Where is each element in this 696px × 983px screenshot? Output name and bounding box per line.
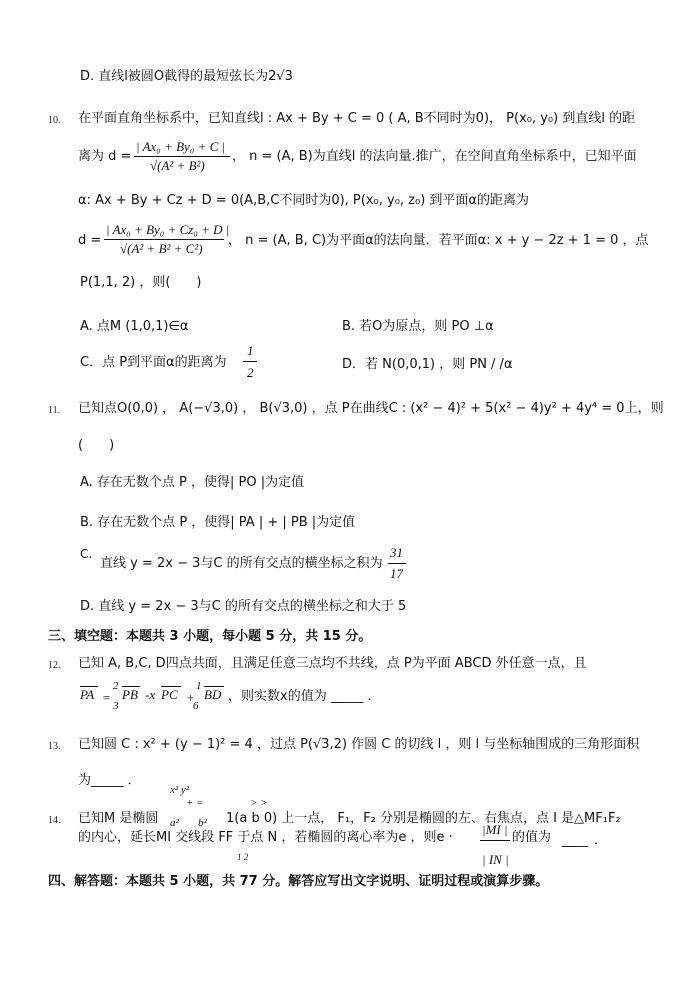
q10-space-distance-numerator: | Ax₀ + By₀ + Cz₀ + D | [106,222,230,237]
section-heading-solutions: 四、解答题：本题共 5 小题，共 77 分。解答应写出文字说明、证明过程或演算步骤。 [48,874,549,889]
q10-line2-suffix: ， n = (A, B)为直线l 的法向量.推广，在空间直角坐标系中，已知平面 [232,149,637,164]
q11-line2: ( ) [78,438,115,453]
coef-denominator: 3 [113,700,119,712]
ellipse-numerators: x² y² [170,784,190,796]
q14-line1-prefix: 已知M 是椭圆 [78,811,159,826]
q11-line1: 已知点O(0,0) ， A(−√3,0) ， B(√3,0) ，点 P在曲线C : (x² − 4)² + 5(x² − 4)y² + 4y⁴ = 0上，则 [78,401,664,416]
q12-line1: 已知 A, B,C, D四点共面，且满足任意三点均不共线，点 P为平面 ABCD 外任意一点，且 [78,656,587,671]
q10-distance-denominator: √(A² + B²) [150,158,205,173]
q13-line1: 已知圆 C : x² + (y − 1)² = 4 ，过点 P(√3,2) 作圆 C 的切线 l ，则 l 与坐标轴围成的三角形面积 [78,737,640,752]
q10-line1: 在平面直角坐标系中，已知直线l : Ax + By + C = 0 ( A, B不同时为0)， P(x₀, y₀) 到直线l 的距 [78,111,636,126]
q11-option-c-denominator: 17 [390,566,403,581]
ellipse-inequalities: > > [250,797,268,809]
q10-option-b: B. 若O为原点，则 PO ⊥α [342,319,494,334]
q10-line2-prefix: 离为 d = [78,149,132,164]
vector-pb: PB [122,687,138,702]
q11-option-c-label: C. [80,547,93,561]
q10-line4-prefix: d = [78,233,102,248]
ratio-denominator: | IN | [482,852,509,867]
question-number: 11. [48,405,61,416]
q14-line1-rest: 1(a b 0) 上一点， F₁，F₂ 分别是椭圆的左、右焦点，点 I 是△MF₁F₂ [226,811,621,826]
question-number: 12. [48,660,61,671]
fraction-bar [388,563,406,564]
coef-numerator: 2 [113,680,119,692]
equals-sign: = [102,690,111,705]
fraction-bar [480,840,510,841]
vector-arrow [161,686,181,687]
q11-option-c-numerator: 31 [390,545,403,560]
q10-option-c: C．点 P到平面α的距离为 [80,355,227,370]
q10-option-c-numerator: 1 [247,343,254,358]
answer-blank: ____ [562,833,588,848]
ellipse-denominator-a: a² [170,817,179,829]
period: ． [594,833,608,848]
q11-option-d: D. 直线 y = 2x − 3与C 的所有交点的横坐标之和大于 5 [80,599,407,614]
fraction-bar [134,156,230,157]
question-number: 10. [48,115,61,126]
q10-line3: α: Ax + By + Cz + D = 0(A,B,C不同时为0), P(x₀, y₀, z₀) 到平面α的距离为 [78,193,529,208]
vector-pa: PA [80,687,95,702]
coef-denominator: 6 [193,700,199,712]
q10-distance-numerator: | Ax₀ + By₀ + C | [136,139,226,154]
q12-tail: ，则实数x的值为 _____ ． [228,689,381,704]
q11-option-a: A. 存在无数个点 P ，使得| PO |为定值 [80,475,305,490]
coef-numerator: 1 [196,680,202,692]
q11-option-b: B. 存在无数个点 P ，使得| PA | + | PB |为定值 [80,515,356,530]
vector-arrow [80,686,98,687]
ellipse-denominator-b: b² [198,817,207,829]
vector-pc: PC [161,687,178,702]
q10-option-d: D．若 N(0,0,1) ，则 PN / /α [342,357,513,372]
vector-bd: BD [204,687,222,702]
q13-line2: 为_____ ． [78,773,141,788]
vector-arrow [204,686,224,687]
q11-option-c: 直线 y = 2x − 3与C 的所有交点的横坐标之积为 [100,556,383,571]
q10-line5: P(1,1, 2) ，则( ) [80,275,202,290]
q10-space-distance-denominator: √(A² + B² + C²) [120,241,203,256]
ellipse-operators: + = [186,797,204,809]
plus-sign: + [186,690,195,705]
q9-option-d: D. 直线l被圆O截得的最短弦长为2√3 [80,69,293,84]
section-heading-fill-in: 三、填空题：本题共 3 小题，每小题 5 分，共 15 分。 [48,629,372,644]
vector-arrow [122,686,140,687]
q14-line2-suffix: 的值为 [512,830,552,845]
question-number: 13. [48,741,61,752]
minus-x: -x [145,687,156,702]
q14-line2: 的内心，延长MI 交线段 FF 于点 N ，若椭圆的离心率为e ，则e · [78,830,453,845]
question-number: 14. [48,815,61,826]
fraction-bar [243,361,257,362]
subscript-12: 1 2 [237,852,249,862]
fraction-bar [104,239,224,240]
q10-line4-suffix: ， n = (A, B, C)为平面α的法向量．若平面α: x + y − 2z + 1 = 0 ，点 [228,233,649,248]
q10-option-a: A. 点M (1,0,1)∈α [80,319,189,334]
q10-option-c-denominator: 2 [247,365,254,380]
ratio-numerator: |MI | [482,822,508,837]
